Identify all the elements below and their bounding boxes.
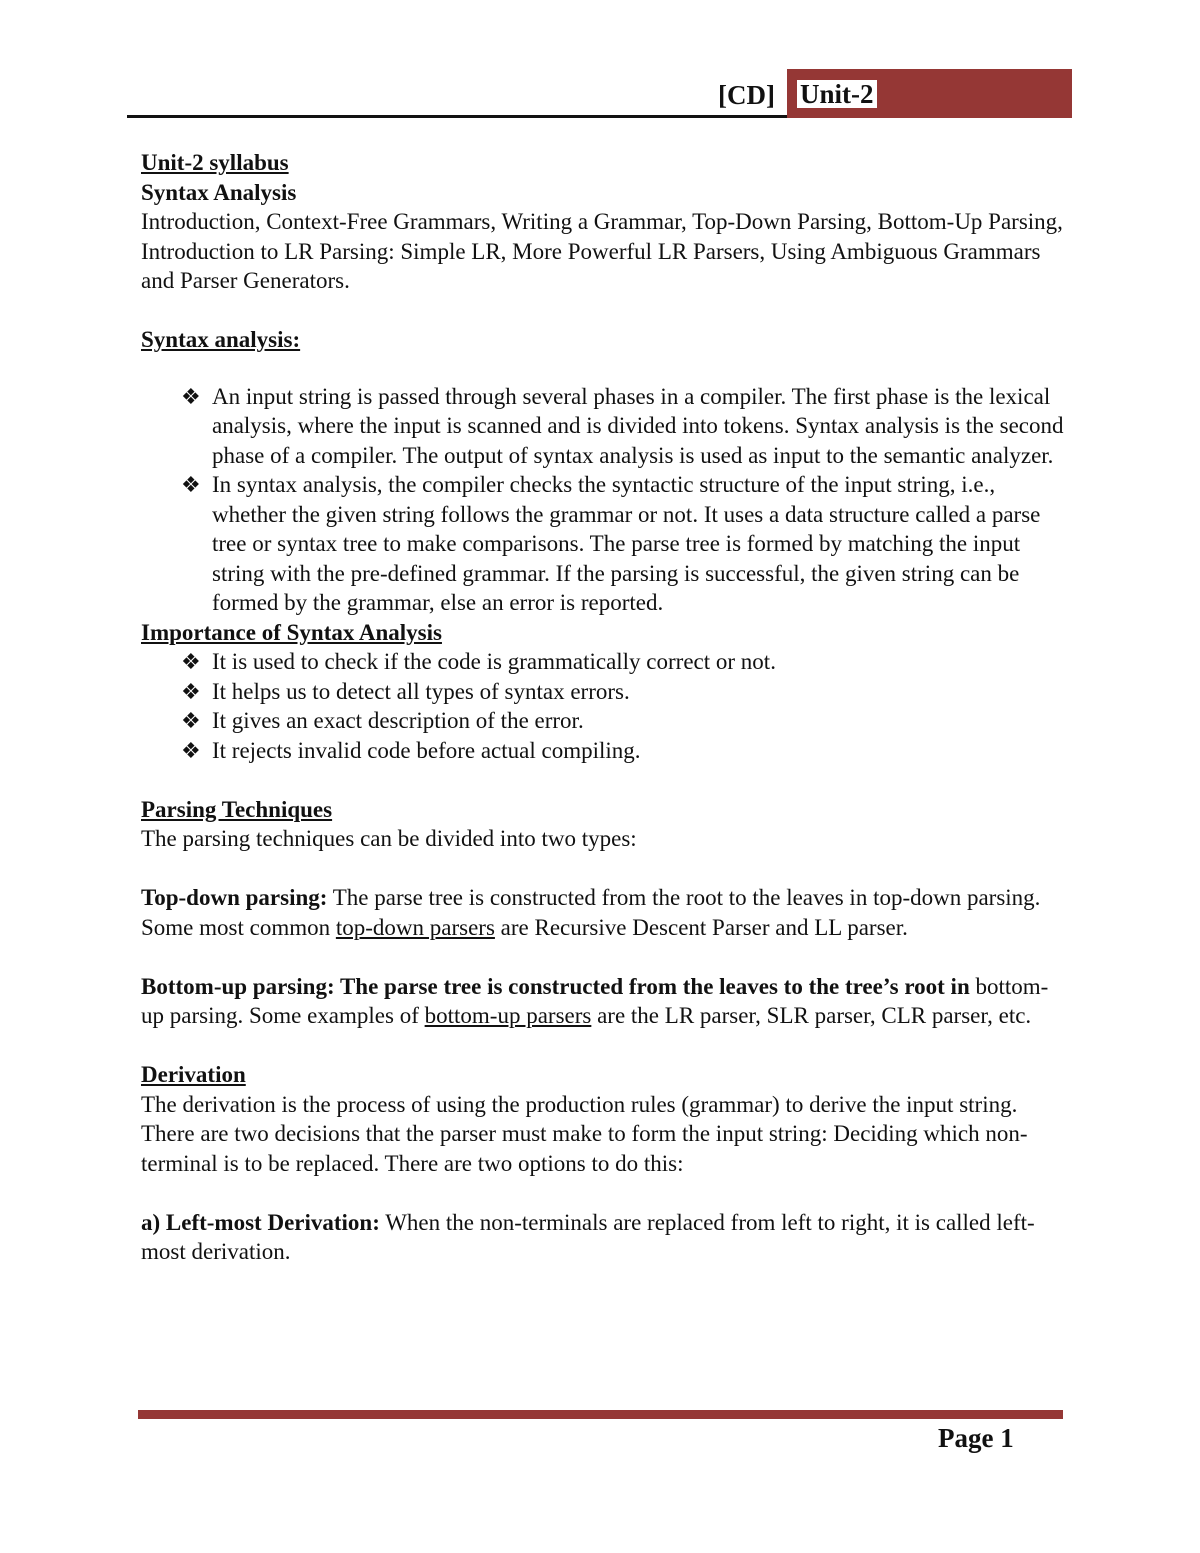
derivation-text: The derivation is the process of using the production rules (grammar) to derive the input string. There are two decisions that the parser must make to form the input string: Deciding which non-terminal is to be replaced. There are two options to do this:	[141, 1091, 1028, 1176]
list-item-text: It rejects invalid code before actual compiling.	[212, 737, 641, 763]
parsing-intro: The parsing techniques can be divided into two types:	[141, 826, 637, 851]
diamond-bullet-icon: ❖	[181, 737, 201, 763]
top-down-paragraph	[141, 883, 1071, 942]
bottom-up-label: Bottom-up parsing:	[141, 973, 335, 999]
list-item	[181, 736, 1071, 766]
bottom-up-text: bottom-up parsing. Some examples of	[141, 973, 1049, 1028]
footer-rule	[138, 1410, 1063, 1419]
syllabus-text: Introduction, Context-Free Grammars, Writing a Grammar, Top-Down Parsing, Bottom-Up Parsing, Introduction to LR Parsing: Simple LR, More Powerful LR Parsers, Using Ambiguous Grammars and Parser Generators.	[141, 209, 1063, 293]
list-item	[181, 382, 1071, 471]
unit-label: Unit-2	[797, 80, 877, 108]
course-tag: [CD]	[718, 80, 775, 110]
spacer	[141, 854, 1071, 884]
derivation-heading: Derivation	[141, 1062, 246, 1087]
list-item	[181, 647, 1071, 677]
list-item-text: It is used to check if the code is grammatically correct or not.	[212, 649, 776, 674]
page-header	[0, 0, 1200, 120]
spacer	[141, 296, 1071, 326]
diamond-bullet-icon: ❖	[181, 678, 201, 704]
diamond-bullet-icon: ❖	[181, 472, 201, 497]
top-down-text: The parse tree is constructed from the root to the leaves in top-down parsing. Some most common	[141, 885, 1041, 940]
bottom-up-parsers-link[interactable]: bottom-up parsers	[424, 1003, 592, 1028]
syntax-analysis-heading: Syntax analysis:	[141, 327, 301, 352]
list-item-text: It helps us to detect all types of syntax errors.	[212, 678, 630, 704]
diamond-bullet-icon: ❖	[181, 383, 201, 409]
bottom-up-text-end: are the LR parser, SLR parser, CLR parser, etc.	[591, 1003, 1032, 1028]
left-most-paragraph	[141, 1208, 1071, 1267]
bottom-up-paragraph	[141, 972, 1071, 1031]
diamond-bullet-icon: ❖	[181, 708, 201, 733]
importance-list	[141, 647, 1071, 765]
spacer	[141, 355, 1071, 382]
page-content	[141, 148, 1071, 1267]
spacer	[141, 942, 1071, 972]
page-number: Page 1	[938, 1423, 1014, 1453]
list-item-text: It gives an exact description of the error.	[212, 708, 584, 733]
diamond-bullet-icon: ❖	[181, 649, 201, 674]
left-most-label: a) Left-most Derivation:	[141, 1209, 380, 1235]
top-down-parsers-link[interactable]: top-down parsers	[335, 914, 495, 940]
list-item	[181, 706, 1071, 736]
bottom-up-bold-text: The parse tree is constructed from the leaves to the tree’s root in	[334, 973, 970, 999]
spacer	[141, 765, 1071, 795]
list-item	[181, 677, 1071, 707]
spacer	[141, 1178, 1071, 1208]
top-down-text-end: are Recursive Descent Parser and LL parser.	[494, 914, 908, 940]
importance-heading: Importance of Syntax Analysis	[141, 619, 442, 645]
list-item-text: An input string is passed through several phases in a compiler. The first phase is the lexical analysis, where the input is scanned and is divided into tokens. Syntax analysis is the second phase of a compiler. The output of syntax analysis is used as input to the semantic analyzer.	[212, 383, 1064, 468]
spacer	[141, 1031, 1071, 1061]
header-rule	[127, 115, 787, 118]
list-item-text: In syntax analysis, the compiler checks the syntactic structure of the input string, i.e., whether the given string follows the grammar or not. It uses a data structure called a parse tree or syntax tree to make comparisons. The parse tree is formed by matching the input string with the pre-defined grammar. If the parsing is successful, the given string can be formed by the grammar, else an error is reported.	[212, 472, 1041, 615]
syllabus-heading: Unit-2 syllabus	[141, 150, 289, 175]
syllabus-subheading: Syntax Analysis	[141, 179, 297, 205]
parsing-heading: Parsing Techniques	[141, 796, 333, 822]
syntax-analysis-list	[141, 382, 1071, 618]
list-item	[181, 470, 1071, 618]
left-most-text: When the non-terminals are replaced from left to right, it is called left-most derivation.	[141, 1209, 1035, 1264]
top-down-label: Top-down parsing:	[141, 885, 328, 910]
